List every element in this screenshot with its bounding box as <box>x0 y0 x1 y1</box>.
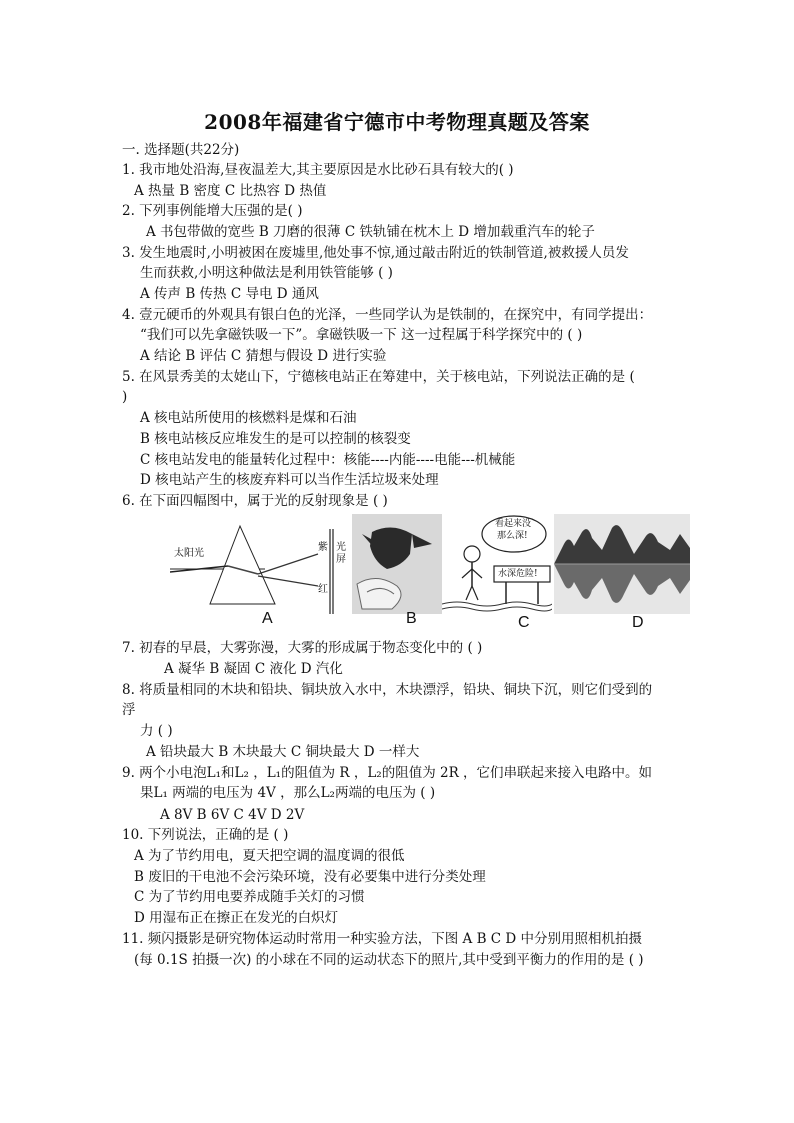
figure-a-red-label: 红 <box>318 584 328 595</box>
question-1: 1. 我市地处沿海,昼夜温差大,其主要原因是水比砂石具有较大的( ) <box>122 162 514 178</box>
question-9: 9. 两个小电泡L₁和L₂ ，L₁的阻值为 R ，L₂的阻值为 2R ，它们串联起来接入电路中。如 <box>122 765 653 781</box>
figure-d-mountain-reflection <box>554 514 690 614</box>
figure-b-label: B <box>406 610 417 627</box>
question-4-options: A 结论 B 评估 C 猜想与假设 D 进行实验 <box>140 348 387 364</box>
figure-a-prism <box>170 514 350 634</box>
question-5: 5. 在风景秀美的太姥山下，宁德核电站正在筹建中，关于核电站，下列说法正确的是 ( <box>122 369 635 385</box>
figure-a-purple-label: 紫 <box>318 542 328 553</box>
question-11-cont: (每 0.1S 拍摄一次) 的小球在不同的运动状态下的照片,其中受到平衡力的作用的是 ( ) <box>134 952 644 968</box>
question-10-option-b: B 废旧的干电池不会污染环境，没有必要集中进行分类处理 <box>134 869 486 885</box>
section-heading: 一. 选择题(共22分) <box>122 142 240 158</box>
question-9-options: A 8V B 6V C 4V D 2V <box>160 807 305 823</box>
question-10-option-a: A 为了节约用电，夏天把空调的温度调的很低 <box>134 848 405 864</box>
question-8-wrap: 浮 <box>122 702 136 718</box>
question-6: 6. 在下面四幅图中，属于光的反射现象是 ( ) <box>122 493 388 509</box>
question-2: 2. 下列事例能增大压强的是( ) <box>122 203 303 219</box>
question-5-option-c: C 核电站发电的能量转化过程中：核能----内能----电能---机械能 <box>140 452 516 468</box>
question-8: 8. 将质量相同的木块和铅块、铜块放入水中，木块漂浮，铅块、铜块下沉，则它们受到的 <box>122 682 653 698</box>
question-3: 3. 发生地震时,小明被困在废墟里,他处事不惊,通过敲击附近的铁制管道,被救援人员发 <box>122 245 629 261</box>
question-10-option-c: C 为了节约用电要养成随手关灯的习惯 <box>134 889 365 905</box>
figure-a-screen-label: 光屏 <box>336 542 346 565</box>
question-8-cont: 力 ( ) <box>140 723 173 739</box>
question-3-options: A 传声 B 传热 C 导电 D 通风 <box>140 286 319 302</box>
figure-a-sunlight-label: 太阳光 <box>174 548 204 559</box>
question-11: 11. 频闪摄影是研究物体运动时常用一种实验方法，下图 A B C D 中分别用照相机拍摄 <box>122 931 643 947</box>
figure-c-bubble-line-2: 那么深! <box>497 531 528 541</box>
figure-b-hand-shadow <box>352 514 442 614</box>
figure-d-label: D <box>632 614 644 631</box>
page-title: 2008年福建省宁德市中考物理真题及答案 <box>204 110 590 134</box>
figure-c-sign-text: 水深危险! <box>498 569 538 579</box>
question-8-options: A 铅块最大 B 木块最大 C 铜块最大 D 一样大 <box>146 744 420 760</box>
question-7-options: A 凝华 B 凝固 C 液化 D 汽化 <box>164 661 343 677</box>
figure-c-label: C <box>518 614 530 631</box>
question-5-option-d: D 核电站产生的核废弃料可以当作生活垃圾来处理 <box>140 472 439 488</box>
question-10-option-d: D 用湿布正在擦正在发光的白炽灯 <box>134 910 339 926</box>
question-5-option-b: B 核电站核反应堆发生的是可以控制的核裂变 <box>140 431 411 447</box>
question-6-figures <box>170 514 690 634</box>
figure-c-bubble-line-1: 看起来没 <box>495 519 532 529</box>
question-5-cont: ) <box>122 389 128 405</box>
question-5-option-a: A 核电站所使用的核燃料是煤和石油 <box>140 410 357 426</box>
question-10: 10. 下列说法，正确的是 ( ) <box>122 827 289 843</box>
question-1-options: A 热量 B 密度 C 比热容 D 热值 <box>134 183 327 199</box>
question-4: 4. 壹元硬币的外观具有银白色的光泽，一些同学认为是铁制的，在探究中，有同学提出： <box>122 307 653 323</box>
figure-a-label: A <box>262 610 273 627</box>
question-3-cont: 生而获救,小明这种做法是利用铁管能够 ( ) <box>140 265 393 281</box>
question-9-cont: 果L₁ 两端的电压为 4V ，那么L₂两端的电压为 ( ) <box>140 785 436 801</box>
question-4-cont: “我们可以先拿磁铁吸一下”。拿磁铁吸一下 这一过程属于科学探究中的 ( ) <box>140 327 583 343</box>
question-2-options: A 书包带做的宽些 B 刀磨的很薄 C 铁轨铺在枕木上 D 增加载重汽车的轮子 <box>146 224 595 240</box>
question-7: 7. 初春的早晨，大雾弥漫，大雾的形成属于物态变化中的 ( ) <box>122 640 483 656</box>
